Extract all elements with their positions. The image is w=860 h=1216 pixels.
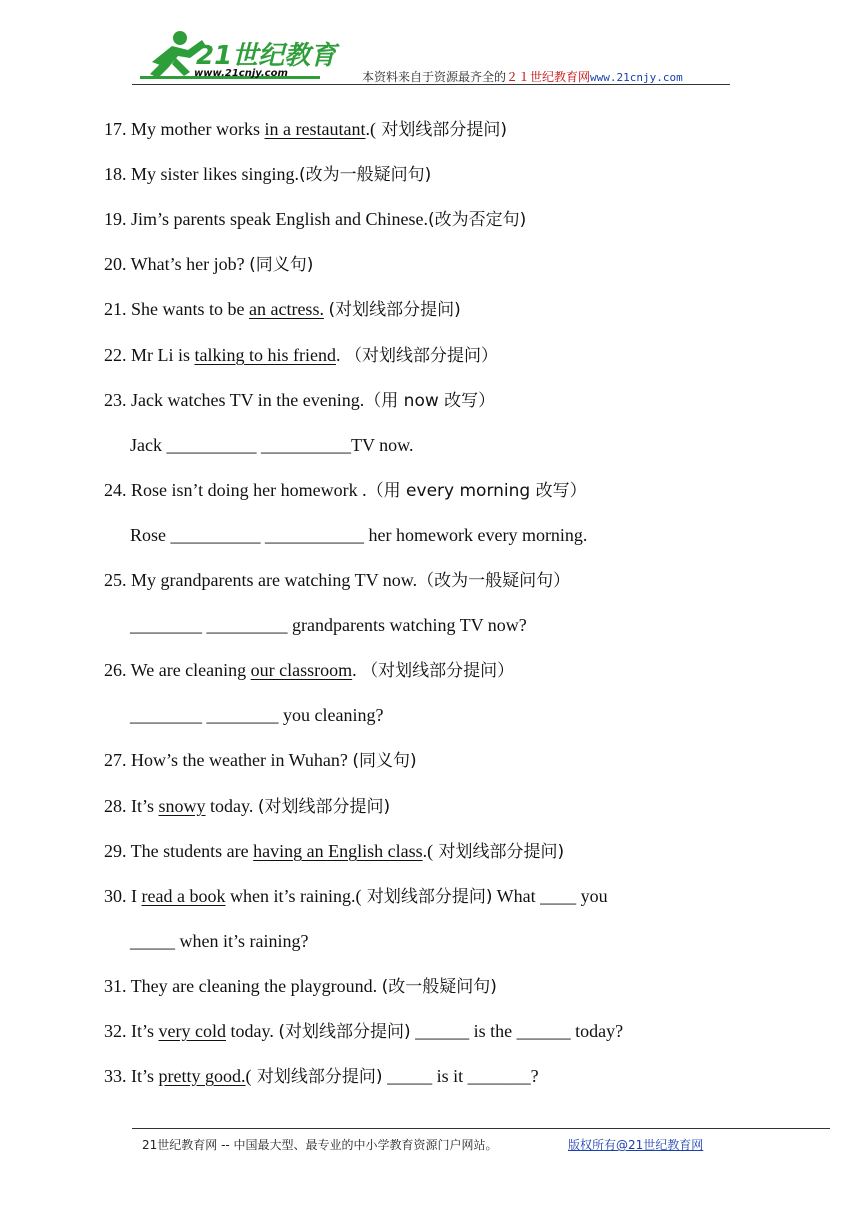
exercise-line xyxy=(104,298,461,321)
header-source-text xyxy=(362,68,683,85)
sentence-text: today. xyxy=(226,1021,279,1041)
sentence-text: 19. Jim’s parents speak English and Chinese. xyxy=(104,209,428,229)
logo-21cnjy-icon xyxy=(132,28,342,82)
exercise-line xyxy=(130,434,413,456)
exercise-line xyxy=(130,704,383,726)
sentence-text: What ____ you xyxy=(492,886,608,906)
instruction-text: 对划线部分提问) xyxy=(251,1067,383,1087)
header-site-url[interactable]: www.21cnjy.com xyxy=(590,71,683,84)
exercise-line xyxy=(104,253,313,276)
sentence-text: Jack __________ __________TV now. xyxy=(130,435,414,455)
instruction-text: (对划线部分提问) xyxy=(328,300,461,320)
underlined-phrase: snowy xyxy=(158,796,206,816)
sentence-text: 24. Rose isn’t doing her homework . xyxy=(104,480,367,500)
sentence-text: _____ when it’s raining? xyxy=(130,931,309,951)
exercise-line xyxy=(104,659,514,682)
sentence-text: . xyxy=(336,345,345,365)
sentence-text: .( xyxy=(365,119,376,139)
header-divider xyxy=(132,84,730,85)
sentence-text: 26. We are cleaning xyxy=(104,660,251,680)
footer-text: 21世纪教育网 -- 中国最大型、最专业的中小学教育资源门户网站。 xyxy=(142,1138,498,1152)
instruction-text: （用 every morning 改写） xyxy=(366,481,587,501)
exercise-line xyxy=(104,208,526,231)
sentence-text: today. xyxy=(205,796,258,816)
sentence-text: Rose __________ ___________ her homework every morning. xyxy=(130,525,588,545)
instruction-text: (改为一般疑问句) xyxy=(299,165,432,185)
instruction-text: (同义句) xyxy=(352,751,417,771)
sentence-text: 22. Mr Li is xyxy=(104,345,195,365)
sentence-text: 18. My sister likes singing. xyxy=(104,164,300,184)
sentence-text: 28. It’s xyxy=(104,796,159,816)
sentence-text: _____ is it _______? xyxy=(382,1066,539,1086)
sentence-text: 25. My grandparents are watching TV now. xyxy=(104,570,418,590)
exercise-line xyxy=(104,1020,623,1043)
exercise-line xyxy=(130,614,527,636)
sentence-text: 33. It’s xyxy=(104,1066,159,1086)
instruction-text: 对划线部分提问) xyxy=(375,120,508,140)
sentence-text: ______ is the ______ today? xyxy=(410,1021,624,1041)
instruction-text: (同义句) xyxy=(249,255,314,275)
header-text-before: 本资料来自于资源最齐全的 xyxy=(362,70,507,84)
instruction-text: 对划线部分提问) xyxy=(433,842,565,862)
exercise-line xyxy=(104,975,497,998)
sentence-text: 21. She wants to be xyxy=(104,299,249,319)
underlined-phrase: our classroom xyxy=(250,660,353,680)
underlined-phrase: in a restautant xyxy=(264,119,366,139)
sentence-text: 32. It’s xyxy=(104,1021,159,1041)
page-header xyxy=(132,28,732,86)
sentence-text: ________ _________ grandparents watching TV now? xyxy=(130,615,527,635)
exercise-line xyxy=(104,840,564,863)
underlined-phrase: very cold xyxy=(158,1021,226,1041)
sentence-text: ________ ________ you cleaning? xyxy=(130,705,384,725)
exercise-line xyxy=(104,795,390,818)
sentence-text: . xyxy=(352,660,362,680)
exercise-line xyxy=(104,749,417,772)
underlined-phrase: having an English class xyxy=(253,841,423,861)
sentence-text: when it’s raining.( xyxy=(225,886,362,906)
instruction-text: （对划线部分提问） xyxy=(361,661,515,681)
instruction-text: 对划线部分提问) xyxy=(361,887,493,907)
exercise-line xyxy=(104,1065,539,1088)
exercise-line xyxy=(104,389,495,412)
exercise-line xyxy=(130,930,308,952)
sentence-text: .( xyxy=(422,841,434,861)
header-site-name: ２１世纪教育网 xyxy=(506,70,591,84)
instruction-text: （对划线部分提问） xyxy=(345,346,498,366)
exercise-line xyxy=(104,344,498,367)
sentence-text: 23. Jack watches TV in the evening. xyxy=(104,390,365,410)
instruction-text: (改为否定句) xyxy=(427,210,527,230)
sentence-text: 29. The students are xyxy=(104,841,254,861)
sentence-text: 20. What’s her job? xyxy=(104,254,250,274)
instruction-text: (对划线部分提问) xyxy=(278,1022,411,1042)
footer-divider xyxy=(132,1128,830,1129)
sentence-text: 17. My mother works xyxy=(104,119,265,139)
underlined-phrase: pretty good. xyxy=(158,1066,246,1086)
footer-copyright-link[interactable]: 版权所有@21世纪教育网 xyxy=(568,1138,704,1152)
instruction-text: （用 now 改写） xyxy=(364,391,496,411)
sentence-text: ( xyxy=(245,1066,252,1086)
exercise-line xyxy=(104,885,608,908)
sentence-text: 30. I xyxy=(104,886,142,906)
svg-text:21世纪教育: 21世纪教育 xyxy=(196,41,337,71)
exercise-line xyxy=(104,569,570,592)
sentence-text: 31. They are cleaning the playground. xyxy=(104,976,382,996)
underlined-phrase: read a book xyxy=(141,886,226,906)
svg-text:www.21cnjy.com: www.21cnjy.com xyxy=(194,68,288,79)
sentence-text: 27. How’s the weather in Wuhan? xyxy=(104,750,353,770)
exercise-line xyxy=(104,118,507,141)
exercise-line xyxy=(104,479,587,502)
instruction-text: (改一般疑问句) xyxy=(381,977,497,997)
underlined-phrase: talking to his friend xyxy=(194,345,336,365)
instruction-text: （改为一般疑问句） xyxy=(417,571,571,591)
underlined-phrase: an actress. xyxy=(248,299,324,319)
exercise-line xyxy=(130,524,587,546)
instruction-text: (对划线部分提问) xyxy=(257,797,391,817)
exercise-line xyxy=(104,163,431,186)
